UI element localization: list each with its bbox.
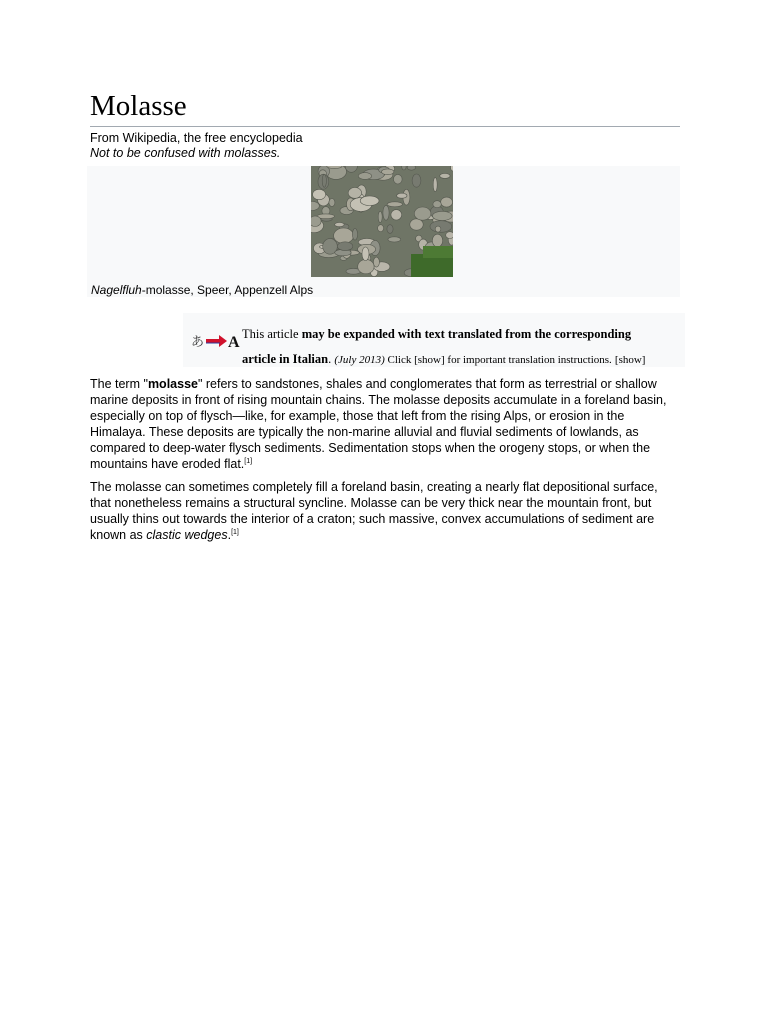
pebble	[433, 178, 437, 192]
p2-text-end: .	[227, 528, 232, 542]
pebble	[387, 225, 393, 234]
pebble	[435, 226, 441, 232]
caption-italic: Nagelfluh	[91, 283, 142, 297]
paragraph-2	[90, 479, 680, 543]
p2-text-start: The molasse can sometimes completely fill a foreland basin, creating a nearly flat depositional surface, that nonetheless remains a structural syncline. Molasse can be very thick near the mountain front, but usually thins out towards the interior of a craton; such massive, convex accumulations of sediment are known as	[90, 480, 658, 542]
pebble	[410, 219, 423, 230]
svg-text:A: A	[228, 334, 240, 351]
article-body	[90, 376, 680, 550]
pebble	[446, 232, 453, 239]
pebble	[313, 189, 326, 199]
pebble	[322, 174, 326, 187]
pebble	[362, 247, 369, 261]
pebble	[334, 228, 354, 243]
pebble	[360, 196, 379, 206]
pebble	[358, 173, 371, 180]
reference-link-1[interactable]: [1]	[244, 458, 253, 465]
hatnote	[90, 146, 680, 161]
paragraph-1	[90, 376, 680, 472]
pebble	[397, 193, 407, 198]
term-clastic-wedges: clastic wedges	[146, 528, 228, 542]
pebble	[451, 166, 453, 171]
notice-bold-text: may be expanded with text translated from the corresponding article in Italian	[242, 327, 632, 366]
pebble	[391, 210, 402, 220]
pebble	[382, 169, 394, 175]
pebble	[383, 205, 389, 220]
reference-link-2[interactable]: [1]	[231, 529, 239, 536]
notice-instructions: for important translation instructions.	[444, 354, 612, 366]
pebble	[440, 173, 450, 178]
pebble	[337, 242, 352, 251]
pebble	[348, 188, 361, 199]
article-page	[90, 88, 680, 542]
svg-text:あ: あ	[191, 335, 205, 350]
pebble	[414, 207, 431, 220]
pebble	[387, 202, 402, 207]
pebble	[329, 199, 335, 207]
translation-notice	[183, 313, 685, 367]
page-title: Molasse	[90, 88, 680, 127]
figure-thumbnail	[87, 166, 680, 297]
pebble	[358, 259, 374, 273]
pebble	[335, 223, 345, 227]
pebble	[412, 174, 421, 187]
pebble	[352, 229, 357, 241]
p1-text-start: The term "	[90, 377, 148, 391]
figure-caption	[91, 283, 313, 297]
pebble	[433, 211, 453, 220]
term-molasse: molasse	[147, 377, 198, 391]
translation-notice-text	[242, 322, 646, 373]
pebble	[407, 166, 415, 170]
pebble	[402, 166, 406, 170]
notice-click: Click	[384, 354, 415, 366]
pebble	[378, 225, 384, 232]
notice-lead: This article	[242, 327, 302, 341]
conglomerate-rock-photo[interactable]	[311, 166, 453, 277]
pebble	[311, 216, 321, 227]
pebble	[441, 197, 453, 207]
caption-text: -molasse, Speer, Appenzell Alps	[141, 283, 314, 297]
notice-date: (July 2013)	[334, 354, 385, 366]
pebble	[432, 234, 442, 247]
site-tagline: From Wikipedia, the free encyclopedia	[90, 131, 303, 145]
pebble	[433, 201, 441, 208]
notice-period: .	[328, 352, 332, 366]
show-instructions-link[interactable]: [show]	[414, 354, 445, 366]
translate-icon	[188, 331, 244, 351]
show-toggle-link[interactable]: [show]	[614, 354, 646, 366]
pebble	[388, 237, 401, 242]
p1-text-rest: " refers to sandstones, shales and conglomerates that form as terrestrial or shallow marine deposits in front of rising mountain chains. The molasse deposits accumulate in a foreland basin, especially on top of flysch—like, for example, those that left from the rising Alps, or erosion in the Himalaya. These deposits are typically the non-marine alluvial and fluvial sediments of lowlands, as compared to deep-water flysch sediments. Sedimentation stops when the orogeny stops, or when the mountains have eroded flat.	[90, 377, 667, 471]
hatnote-text: Not to be confused with molasses.	[90, 146, 281, 160]
pebble	[378, 211, 382, 222]
pebble	[394, 174, 403, 184]
